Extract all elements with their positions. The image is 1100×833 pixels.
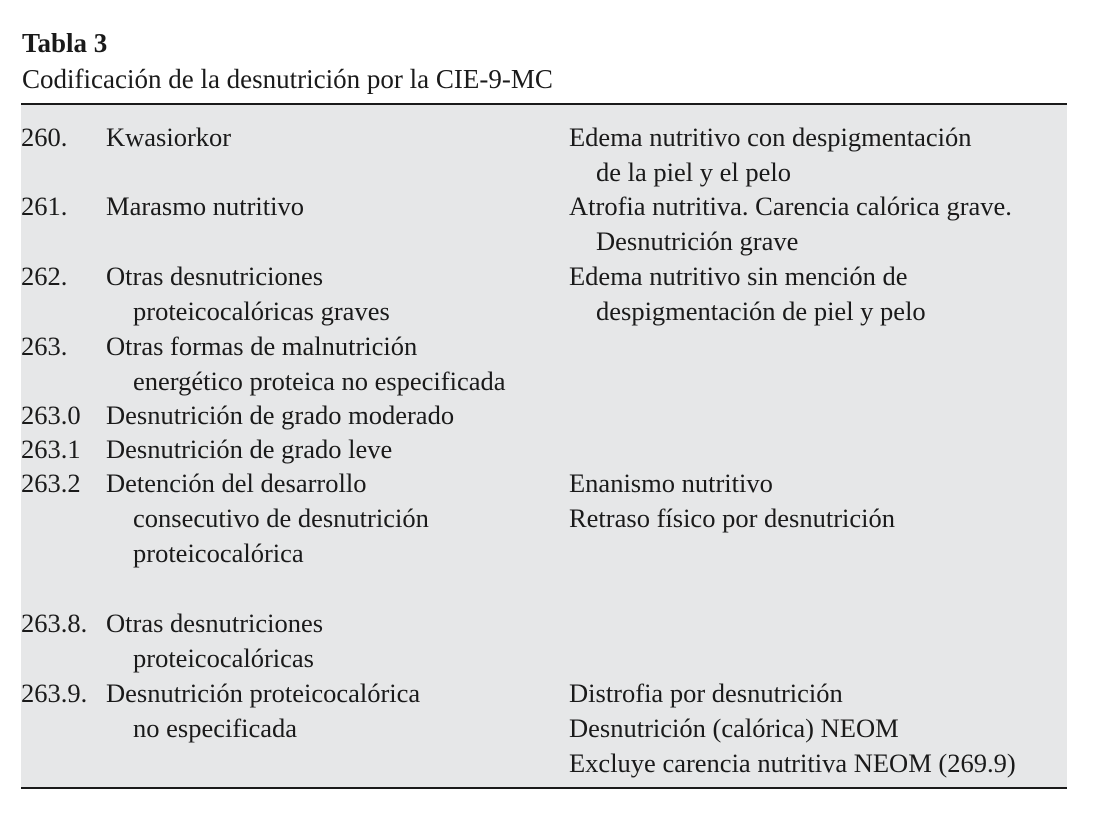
- note-line: Enanismo nutritivo: [569, 468, 773, 498]
- row-code: 263.9.: [21, 678, 88, 708]
- row-code: 263.8.: [21, 608, 88, 638]
- row-term: [106, 466, 566, 571]
- row-term: [106, 606, 566, 676]
- term-line: Detención del desarrollo: [106, 468, 367, 498]
- codes-table: [21, 103, 1067, 789]
- row-term: [106, 120, 566, 155]
- row-code: 261.: [21, 191, 68, 221]
- row-code: 260.: [21, 122, 68, 152]
- term-line: Desnutrición proteicocalórica: [106, 678, 421, 708]
- term-line: consecutivo de desnutrición: [133, 503, 429, 533]
- note-line: Edema nutritivo con despigmentación: [569, 122, 972, 152]
- term-line: Otras formas de malnutrición: [106, 331, 418, 361]
- term-line: no especificada: [133, 713, 298, 743]
- term-line: Desnutrición de grado leve: [106, 434, 393, 464]
- row-note: [569, 120, 1069, 190]
- row-term: [106, 329, 566, 399]
- table-title: Tabla 3: [22, 28, 108, 58]
- row-note: [569, 259, 1069, 329]
- term-line: proteicocalóricas graves: [133, 296, 390, 326]
- row-term: [106, 676, 566, 746]
- note-line: Edema nutritivo sin mención de: [569, 261, 908, 291]
- row-code: 263.0: [21, 400, 81, 430]
- note-line: Distrofia por desnutrición: [569, 678, 843, 708]
- note-line: Retraso físico por desnutrición: [569, 503, 896, 533]
- note-line: Atrofia nutritiva. Carencia calórica grave.: [569, 191, 1012, 221]
- note-line: Desnutrición grave: [596, 226, 799, 256]
- term-line: Desnutrición de grado moderado: [106, 400, 455, 430]
- note-line: Desnutrición (calórica) NEOM: [569, 713, 899, 743]
- term-line: Kwasiorkor: [106, 122, 232, 152]
- row-note: [569, 189, 1069, 259]
- term-line: Otras desnutriciones: [106, 608, 324, 638]
- row-code: 263.1: [21, 434, 81, 464]
- table-subtitle: Codificación de la desnutrición por la CIE-9-MC: [22, 64, 553, 94]
- note-line: despigmentación de piel y pelo: [596, 296, 926, 326]
- term-line: Otras desnutriciones: [106, 261, 324, 291]
- row-term: [106, 432, 566, 467]
- row-term: [106, 259, 566, 329]
- note-line: de la piel y el pelo: [596, 157, 791, 187]
- row-term: [106, 398, 566, 433]
- row-code: 263.2: [21, 468, 81, 498]
- term-line: Marasmo nutritivo: [106, 191, 304, 221]
- row-code: 262.: [21, 261, 68, 291]
- term-line: energético proteica no especificada: [133, 366, 506, 396]
- term-line: proteicocalóricas: [133, 643, 314, 673]
- row-note: [569, 466, 1069, 536]
- row-note: [569, 676, 1069, 781]
- note-line: Excluye carencia nutritiva NEOM (269.9): [569, 748, 1016, 778]
- row-code: 263.: [21, 331, 68, 361]
- row-term: [106, 189, 566, 224]
- term-line: proteicocalórica: [133, 538, 304, 568]
